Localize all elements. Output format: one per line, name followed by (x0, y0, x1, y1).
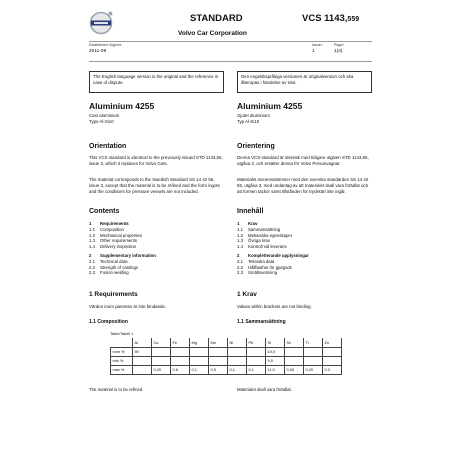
toc-item-number: 1.1 (89, 226, 95, 232)
toc-item (89, 244, 156, 250)
material-title-sv: Aluminium 4255 (237, 101, 303, 111)
issue-label: Issue/: (312, 43, 323, 47)
toc-item-label: Requirements (100, 221, 129, 226)
toc-item-label: Smältsvetsning (248, 270, 278, 276)
table-column-header: Al (133, 338, 152, 347)
toc-item-number: 1.3 (89, 238, 95, 244)
page-value: 1(4) (334, 49, 343, 54)
table-cell (247, 347, 266, 356)
table-row-label: min % (111, 356, 133, 365)
table-cell: 90 (133, 347, 152, 356)
table-cell: 11,0 (266, 365, 285, 374)
toc-item-label: Strength of castings (100, 264, 138, 270)
table-column-header: Ni (228, 338, 247, 347)
toc-item-label: Hållfasthet för gjutgods (248, 264, 292, 270)
toc-item-number: 1.2 (237, 232, 243, 238)
page-label: Page/: (334, 43, 345, 47)
orientation-paragraph-2-sv: Materialet överensstämmer med den svenska standarden SS 14 42 55, utgåva 3, med undantag av att materialet skall vara förädlat och att formen tackor samt tillstånden för tryckkärl inte ingår. (237, 177, 369, 194)
toc-item-label: Krav (248, 221, 258, 226)
table-cell: 0,3 (323, 365, 342, 374)
header-divider (89, 41, 372, 42)
table-cell (323, 356, 342, 365)
table-cell: 0,6 (171, 365, 190, 374)
table-column-header: Mg (190, 338, 209, 347)
table-column-header: Ti (304, 338, 323, 347)
table-cell: 0,5 (209, 365, 228, 374)
document-type-title: STANDARD (190, 13, 243, 24)
composition-table (110, 338, 342, 375)
table-cell (228, 356, 247, 365)
corporation-name: Volvo Car Corporation (178, 30, 247, 37)
toc-item (89, 270, 156, 276)
orientation-paragraph-1-sv: Denna VCS-standard är identisk med tidigare utgiven STD 1143,55, utgåva 3, och ersätter denna för Volvo Personvagnar. (237, 155, 369, 166)
table-caption: Table/Tabell 1 (110, 332, 134, 336)
toc-item-label: Övriga krav (248, 238, 270, 244)
toc-item-number: 2 (237, 252, 240, 258)
table-row-label: nom % (111, 347, 133, 356)
material-subtitle-sv: Gjutet aluminium Typ Al-Si10 (237, 113, 270, 124)
toc-item-number: 1.4 (89, 244, 95, 250)
table-row (111, 356, 342, 365)
requirements-text-sv: Values within brackets are not binding. (237, 304, 312, 309)
toc-item-number: 1.3 (237, 238, 243, 244)
contents-heading-en: Contents (89, 208, 120, 215)
notice-swedish: Den engelskspråkiga versionen är originalversion och ska åberopas i händelse av tvist. (237, 71, 372, 93)
toc-item-number: 1.1 (237, 226, 243, 232)
toc-item-label: Kontroll vid leverans (248, 244, 287, 250)
table-column-header: Sn (285, 338, 304, 347)
table-cell (152, 356, 171, 365)
toc-item-label: Sammansättning (248, 226, 281, 232)
requirements-text-en: Värden inom parentes är inte bindande. (89, 304, 167, 309)
table-cell: 0,1 (247, 365, 266, 374)
table-column-header: Fe (171, 338, 190, 347)
table-header-row (111, 338, 342, 347)
table-cell (323, 347, 342, 356)
orientation-heading-en: Orientation (89, 143, 127, 150)
table-cell (190, 356, 209, 365)
toc-item-number: 2 (89, 252, 92, 258)
table-cell (152, 347, 171, 356)
volvo-logo-icon (89, 10, 113, 36)
toc-item-number: 1.2 (89, 232, 95, 238)
table-cell: 0,1 (228, 365, 247, 374)
toc-item-number: 2.3 (89, 270, 95, 276)
table-cell (304, 347, 323, 356)
table-column-header: Zn (323, 338, 342, 347)
table-row-label: max % (111, 365, 133, 374)
header-divider-bottom (89, 61, 372, 62)
toc-item-number: 1.4 (237, 244, 243, 250)
table-column-header: Pb (247, 338, 266, 347)
material-title-en: Aluminium 4255 (89, 101, 155, 111)
table-cell (171, 347, 190, 356)
toc-item-number: 2.1 (237, 258, 243, 264)
requirements-heading-en: 1 Requirements (89, 291, 138, 298)
toc-item (237, 244, 309, 250)
toc-item-label: Mechanical properties (100, 232, 143, 238)
table-cell (285, 347, 304, 356)
table-cell (171, 356, 190, 365)
toc-item-label: Delivery inspection (100, 244, 137, 250)
refinement-note-sv: Materialet skall vara förädlat. (237, 387, 292, 392)
orientation-paragraph-1-en: This VCS standard is identical to the previously issued STD 1143,55, issue 2, which it replaces for Volvo Cars. (89, 155, 223, 166)
toc-item (237, 270, 309, 276)
material-subtitle-en: Cast aluminium Type Al-Si10 (89, 113, 120, 124)
composition-heading-en: 1.1 Composition (89, 319, 128, 325)
toc-item-label: Mekaniska egenskaper (248, 232, 293, 238)
toc-item-label: Tekniska data (248, 258, 275, 264)
table-cell (209, 356, 228, 365)
toc-item-label: Fusion welding (100, 270, 129, 276)
toc-item-number: 1 (89, 221, 92, 226)
table-cell (209, 347, 228, 356)
table-cell (190, 347, 209, 356)
table-column-header: Mn (209, 338, 228, 347)
toc-item-number: 2.2 (237, 264, 243, 270)
established-label: Established /Utgivet: (89, 43, 122, 47)
toc-item-number: 2.3 (237, 270, 243, 276)
notice-english: The English language version is the original and the reference in case of dispute. (89, 71, 224, 93)
table-of-contents-sv (237, 221, 309, 276)
table-cell (133, 356, 152, 365)
orientation-paragraph-2-en: The material corresponds to the Swedish Standard SS 14 42 55, issue 3, except that the material is to be refined and the form ingots and the conditions for pressure vessels are not included. (89, 177, 220, 194)
contents-heading-sv: Innehåll (237, 208, 264, 215)
composition-heading-sv: 1.1 Sammansättning (237, 319, 286, 325)
toc-item-label: Kompletterande upplysningar (248, 252, 309, 258)
toc-item-number: 2.2 (89, 264, 95, 270)
toc-item-label: Supplementary information (100, 252, 156, 258)
established-value: 2011-08 (89, 49, 107, 54)
table-cell (228, 347, 247, 356)
table-column-header: Cu (152, 338, 171, 347)
requirements-heading-sv: 1 Krav (237, 291, 257, 298)
table-row (111, 347, 342, 356)
toc-item-label: Technical data (100, 258, 128, 264)
table-cell: 0,20 (152, 365, 171, 374)
table-column-header: Si (266, 338, 285, 347)
table-cell: 0,20 (304, 365, 323, 374)
table-cell (247, 356, 266, 365)
table-cell: 9,0 (266, 356, 285, 365)
table-row (111, 365, 342, 374)
table-cell: 0,05 (285, 365, 304, 374)
table-cell: 10,0 (266, 347, 285, 356)
refinement-note-en: The material is to be refined. (89, 387, 144, 392)
table-cell (133, 365, 152, 374)
toc-item-label: Composition (100, 226, 124, 232)
table-of-contents-en (89, 221, 156, 276)
table-cell (285, 356, 304, 365)
table-cell (304, 356, 323, 365)
table-cell: 0,1 (190, 365, 209, 374)
standard-number: VCS 1143,559 (302, 13, 360, 24)
issue-value: 1 (312, 49, 315, 54)
toc-item-label: Other requirements (100, 238, 138, 244)
orientation-heading-sv: Orientering (237, 143, 275, 150)
toc-item-number: 1 (237, 221, 240, 226)
table-corner-cell (111, 338, 133, 347)
toc-item-number: 2.1 (89, 258, 95, 264)
